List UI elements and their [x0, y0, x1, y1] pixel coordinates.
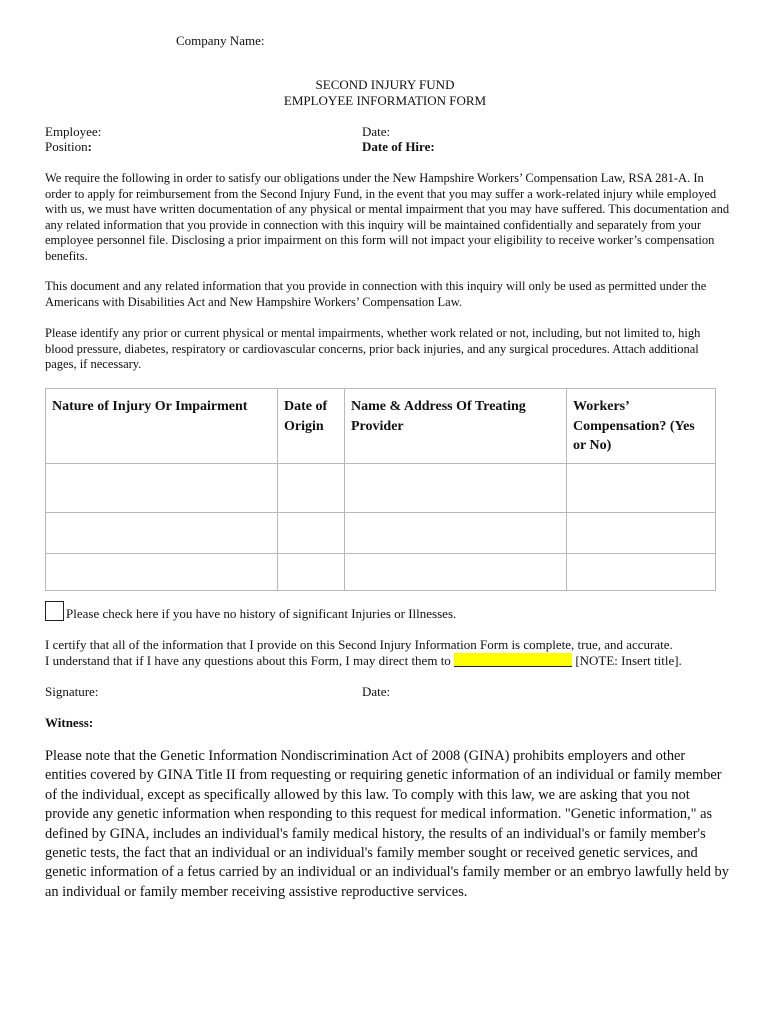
cell-workers-comp[interactable]: [567, 464, 716, 513]
cell-date-origin[interactable]: [278, 513, 345, 554]
cell-provider[interactable]: [345, 513, 567, 554]
cell-date-origin[interactable]: [278, 554, 345, 591]
injury-table: [45, 388, 716, 591]
signature-date-label: Date:: [362, 684, 391, 699]
cell-date-origin[interactable]: [278, 464, 345, 513]
position-label: [45, 139, 92, 155]
certify-line-2-start: I understand that if I have any questions about this Form, I may direct them to: [45, 653, 451, 668]
gina-notice: Please note that the Genetic Information Nondiscrimination Act of 2008 (GINA) prohibits employers and other entities covered by GINA Title II from requesting or requiring genetic information of an individual or family member of the individual, except as specifically allowed by this law. To comply with this law, we are asking that you not provide any genetic information when responding to this request for medical information. "Genetic information," as defined by GINA, includes an individual's family medical history, the results of an individual's or family member's genetic tests, the fact that an individual or an individual's family member sought or received genetic services, and genetic information of a fetus carried by an individual or an individual's family member or an embryo lawfully held by an individual or family member receiving assistive reproductive services.: [45, 748, 729, 900]
cell-nature[interactable]: [46, 464, 278, 513]
certify-line-2: [45, 653, 682, 669]
form-title-line1: SECOND INJURY FUND: [315, 77, 455, 92]
cell-nature[interactable]: [46, 554, 278, 591]
form-title-line2: EMPLOYEE INFORMATION FORM: [283, 93, 487, 108]
ada-paragraph: This document and any related information that you provide in connection with this inquiry will only be used as permitted under the Americans with Disabilities Act and New Hampshire Workers’ Compensation Law.: [45, 279, 707, 309]
table-row: [46, 464, 716, 513]
cell-workers-comp[interactable]: [567, 554, 716, 591]
table-row: [46, 554, 716, 591]
header-nature-of-injury: Nature of Injury Or Impairment: [46, 389, 278, 464]
no-history-checkbox-label: Please check here if you have no history of significant Injuries or Illnesses.: [66, 606, 457, 621]
insert-title-highlight[interactable]: [454, 653, 572, 667]
injury-table-header: [46, 389, 716, 464]
cell-provider[interactable]: [345, 554, 567, 591]
intro-paragraph: We require the following in order to satisfy our obligations under the New Hampshire Workers’ Compensation Law, RSA 281-A. In order to apply for reimbursement from the Second Injury Fund, in the event that you may suffer a work-related injury while employed with us, we must have written documentation of any physical or mental impairment that you may have suffered. This documentation and any related information that you provide in connection with this inquiry will be maintained confidentially and separately from your employee personnel file. Disclosing a prior impairment on this form will not impact your eligibility to receive worker’s compensation benefits.: [45, 171, 730, 263]
cell-provider[interactable]: [345, 464, 567, 513]
cell-workers-comp[interactable]: [567, 513, 716, 554]
witness-label: Witness:: [45, 715, 94, 730]
certify-line-2-end: [NOTE: Insert title].: [572, 653, 682, 668]
company-name-label: Company Name:: [176, 33, 265, 48]
table-row: [46, 513, 716, 554]
identify-paragraph: Please identify any prior or current physical or mental impairments, whether work related or not, including, but not limited to, high blood pressure, diabetes, respiratory or cardiovascular concerns, prior back injuries, and any surgical procedures. Attach additional pages, if necessary.: [45, 326, 701, 372]
cell-nature[interactable]: [46, 513, 278, 554]
date-label: Date:: [362, 124, 391, 139]
signature-label: Signature:: [45, 684, 99, 699]
certify-line-1: I certify that all of the information that I provide on this Second Injury Information Form is complete, true, and accurate.: [45, 637, 673, 652]
position-colon: :: [87, 139, 92, 154]
no-history-checkbox[interactable]: [45, 601, 64, 621]
header-date-of-origin: Date of Origin: [278, 389, 345, 464]
header-treating-provider: Name & Address Of Treating Provider: [345, 389, 567, 464]
header-workers-compensation: Workers’ Compensation? (Yes or No): [567, 389, 716, 464]
date-of-hire-label: Date of Hire:: [362, 139, 435, 154]
employee-label: Employee:: [45, 124, 102, 139]
position-text: Position: [45, 139, 88, 154]
